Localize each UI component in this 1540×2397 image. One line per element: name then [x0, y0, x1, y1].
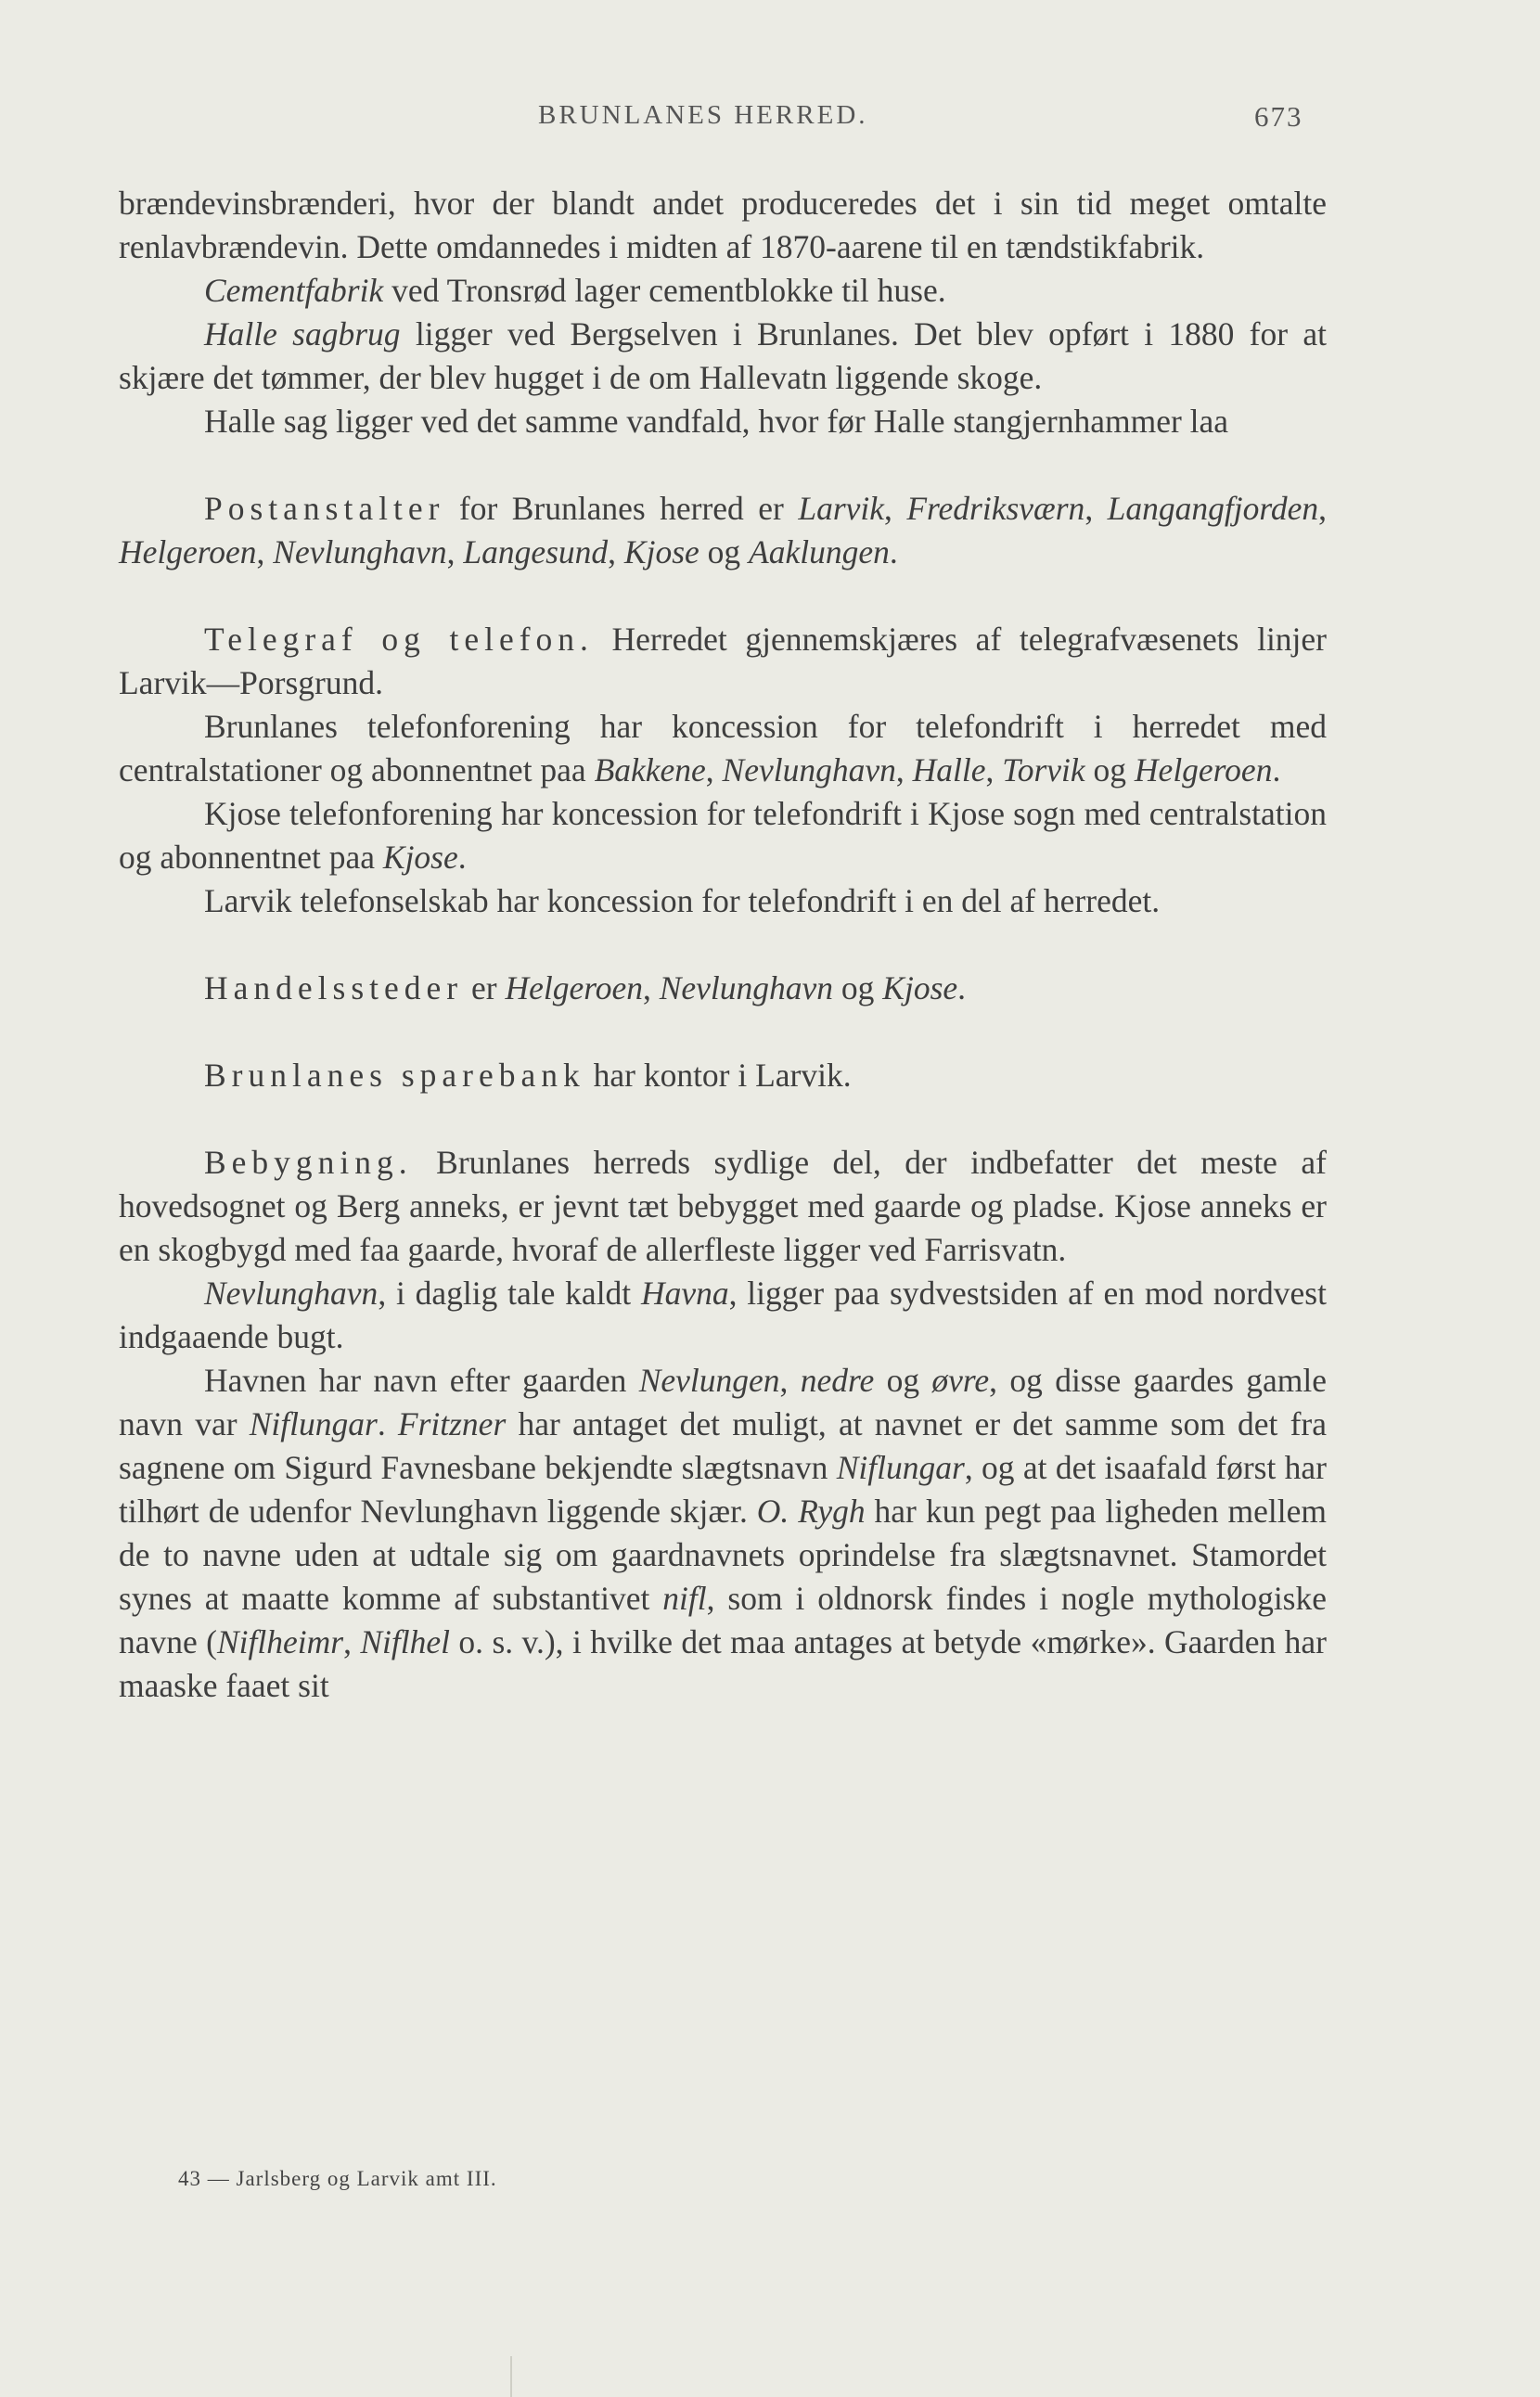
- place-name: Bakkene: [594, 751, 706, 788]
- paragraph-text: Herredet gjennemskjæres af telegrafvæsenets linjer Larvik—Porsgrund.: [119, 621, 1327, 701]
- place-name: Havna: [640, 1275, 729, 1312]
- separator: ,: [884, 490, 907, 527]
- paragraph-text: Kjose telefonforening har koncession for telefondrift i Kjose sogn med centralstation og abonnentnet paa: [119, 795, 1327, 876]
- place-name: Nevlunghavn: [722, 751, 896, 788]
- place-name: Helgeroen: [505, 969, 643, 1006]
- italic-term: Cementfabrik: [204, 272, 384, 309]
- paragraph-kjose-telephone: [119, 792, 1327, 879]
- italic-term: nifl: [662, 1580, 707, 1617]
- italic-term: Niflungar: [836, 1449, 965, 1486]
- spaced-heading: Brunlanes sparebank: [204, 1057, 585, 1094]
- paragraph-text: Brunlanes herreds sydlige del, der indbefatter det meste af hovedsognet og Berg anneks, er jevnt tæt bebygget med gaarde og pladse. Kjose anneks er en skogbygd med faa gaarde, hvoraf de allerfleste ligger ved Farrisvatn.: [119, 1144, 1327, 1268]
- author-name: Fritzner: [397, 1405, 507, 1442]
- paragraph-post-offices: [119, 487, 1327, 574]
- author-name: O. Rygh: [756, 1493, 866, 1530]
- separator: ,: [779, 1362, 801, 1399]
- italic-term: Niflhel: [360, 1623, 451, 1660]
- punctuation: .: [1272, 751, 1281, 788]
- paragraph-text: , ligger paa sydvestsiden af en mod nordvest indgaaende bugt.: [119, 1275, 1327, 1355]
- paragraph-text: Brunlanes telefonforening har koncession for telefondrift i herredet med centralstationer og abonnentnet paa: [119, 708, 1327, 788]
- italic-term: Nevlungen: [638, 1362, 780, 1399]
- italic-term: øvre: [931, 1362, 990, 1399]
- paragraph-telegraph: [119, 618, 1327, 705]
- paragraph-cement-factory: [119, 269, 1327, 313]
- conjunction: og: [1084, 751, 1135, 788]
- paragraph-larvik-telephone: [119, 879, 1327, 923]
- paragraph-text: Havnen har navn efter gaarden: [204, 1362, 639, 1399]
- paragraph-text: ved Tronsrød lager cementblokke til huse.: [383, 272, 946, 309]
- italic-term: Niflungar: [249, 1405, 378, 1442]
- paragraph-text: har kun pegt paa ligheden mellem de to navne uden at udtale sig om gaardnavnets oprindelse fra slægtsnavnet. Stamordet synes at maatte komme af substantivet: [119, 1493, 1328, 1617]
- spaced-heading: Bebygning.: [204, 1144, 413, 1181]
- separator: ,: [608, 533, 624, 570]
- punctuation: .: [889, 533, 898, 570]
- conjunction: og: [874, 1362, 932, 1399]
- place-name: Nevlunghavn: [273, 533, 447, 570]
- paragraph-savings-bank: [119, 1054, 1327, 1097]
- spaced-heading: Handelssteder: [204, 969, 464, 1006]
- paragraph-distillery: [119, 182, 1327, 269]
- paragraph-text: , i daglig tale kaldt: [378, 1275, 641, 1312]
- place-name: Kjose: [882, 969, 958, 1006]
- conjunction: og: [833, 969, 883, 1006]
- separator: ,: [256, 533, 274, 570]
- separator: ,: [895, 751, 913, 788]
- place-name: Nevlunghavn: [204, 1275, 379, 1312]
- paragraph-nevlunghavn: [119, 1272, 1327, 1359]
- place-name: Larvik: [798, 490, 885, 527]
- place-name: Torvik: [1002, 751, 1085, 788]
- printer-signature: 43 — Jarlsberg og Larvik amt III.: [178, 2167, 497, 2190]
- paragraph-trading-places: [119, 967, 1327, 1010]
- paragraph-settlement: [119, 1141, 1327, 1272]
- spaced-heading: Postanstalter: [204, 490, 445, 527]
- paragraph-text: o. s. v.), i hvilke det maa antages at betyde «mørke». Gaarden har maaske faaet sit: [119, 1623, 1327, 1704]
- paragraph-text: , og at det isaafald først har tilhørt de udenfor Nevlunghavn liggende skjær.: [119, 1449, 1327, 1530]
- place-name: Nevlunghavn: [659, 969, 834, 1006]
- place-name: Helgeroen: [119, 533, 257, 570]
- scan-edge-line: [510, 2356, 512, 2397]
- page-body: [119, 182, 1327, 1708]
- paragraph-text: er: [463, 969, 506, 1006]
- place-name: Kjose: [623, 533, 699, 570]
- separator: ,: [343, 1623, 361, 1660]
- conjunction: og: [699, 533, 750, 570]
- paragraph-sawmill: [119, 313, 1327, 400]
- paragraph-text: for Brunlanes herred er: [444, 490, 799, 527]
- page-number: 673: [1254, 100, 1303, 133]
- punctuation: .: [957, 969, 967, 1006]
- paragraph-harbour-name: [119, 1359, 1327, 1708]
- italic-term: Halle sagbrug: [204, 315, 401, 352]
- punctuation: .: [457, 839, 467, 876]
- paragraph-text: , som i oldnorsk findes i nogle mythologiske navne (: [119, 1580, 1327, 1660]
- separator: ,: [642, 969, 660, 1006]
- paragraph-text: ligger ved Bergselven i Brunlanes. Det blev opført i 1880 for at skjære det tømmer, der blev hugget i de om Hallevatn liggende skoge.: [119, 315, 1328, 396]
- italic-term: nedre: [800, 1362, 875, 1399]
- separator: ,: [1318, 490, 1328, 527]
- place-name: Langesund: [463, 533, 609, 570]
- paragraph-text: , og disse gaardes gamle navn var: [119, 1362, 1327, 1442]
- paragraph-text: har kontor i Larvik.: [584, 1057, 852, 1094]
- punctuation: .: [377, 1405, 398, 1442]
- paragraph-text: Larvik telefonselskab har koncession for telefondrift i en del af herredet.: [204, 882, 1161, 919]
- page-header: [0, 100, 1540, 137]
- place-name: Aaklungen: [749, 533, 890, 570]
- separator: ,: [985, 751, 1003, 788]
- paragraph-text: brændevinsbrænderi, hvor der blandt andet produceredes det i sin tid meget omtalte renlavbrændevin. Dette omdannedes i midten af 1870-aarene til en tændstikfabrik.: [119, 185, 1327, 265]
- italic-term: Niflheimr: [217, 1623, 344, 1660]
- separator: ,: [1084, 490, 1108, 527]
- place-name: Fredriksværn: [906, 490, 1085, 527]
- paragraph-halle-sag: [119, 400, 1327, 443]
- separator: ,: [705, 751, 723, 788]
- place-name: Helgeroen: [1134, 751, 1273, 788]
- paragraph-brunlanes-telephone: [119, 705, 1327, 792]
- paragraph-text: har antaget det muligt, at navnet er det samme som det fra sagnene om Sigurd Favnesbane bekjendte slægtsnavn: [119, 1405, 1328, 1486]
- spaced-heading: Telegraf og telefon.: [204, 621, 594, 658]
- separator: ,: [446, 533, 464, 570]
- place-name: Kjose: [382, 839, 458, 876]
- place-name: Halle: [912, 751, 986, 788]
- running-head: BRUNLANES HERRED.: [538, 100, 868, 130]
- place-name: Langangfjorden: [1107, 490, 1319, 527]
- paragraph-text: Halle sag ligger ved det samme vandfald, hvor før Halle stangjernhammer laa: [204, 403, 1229, 440]
